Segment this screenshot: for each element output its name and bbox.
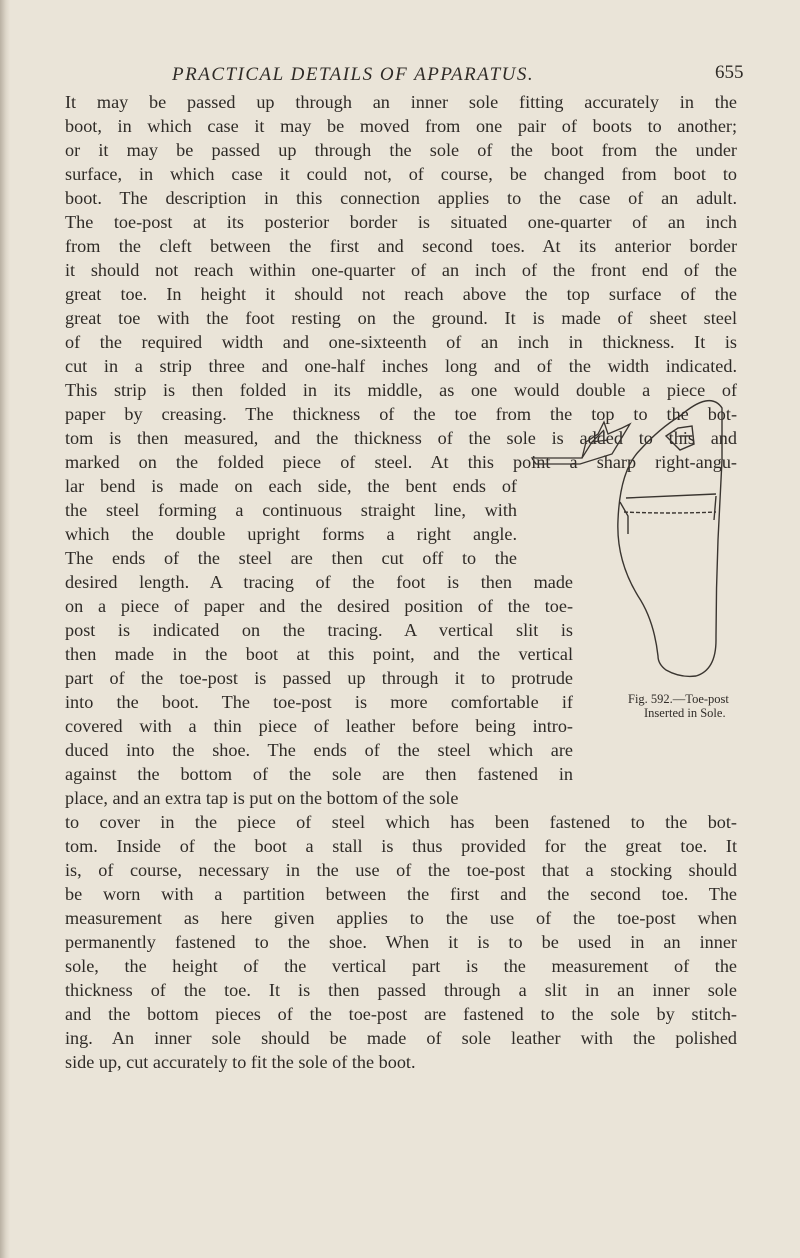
text-line: It may be passed up through an inner sole fitting accurately in the — [65, 92, 737, 112]
text-line: side up, cut accurately to fit the sole of the boot. — [65, 1052, 416, 1072]
text-line: The ends of the steel are then cut off to the — [65, 548, 517, 568]
text-line: cut in a strip three and one-half inches long and of the width indicated. — [65, 356, 737, 376]
text-line: great toe with the foot resting on the ground. It is made of sheet steel — [65, 308, 737, 328]
toe-post-figure — [520, 370, 725, 680]
text-line: tom. Inside of the boot a stall is thus provided for the great toe. It — [65, 836, 737, 856]
text-line: boot, in which case it may be moved from one pair of boots to another; — [65, 116, 737, 136]
text-line: part of the toe-post is passed up through it to protrude — [65, 668, 573, 688]
text-line: thickness of the toe. It is then passed through a slit in an inner sole — [65, 980, 737, 1000]
text-line: of the required width and one-sixteenth of an inch in thickness. It is — [65, 332, 737, 352]
text-line: desired length. A tracing of the foot is then made — [65, 572, 573, 592]
text-line: to cover in the piece of steel which has been fastened to the bot- — [65, 812, 737, 832]
text-line: marked on the folded piece of steel. At this point a sharp right-angu- — [65, 452, 737, 472]
text-line: is, of course, necessary in the use of the toe-post that a stocking should — [65, 860, 737, 880]
text-line: and the bottom pieces of the toe-post are fastened to the sole by stitch- — [65, 1004, 737, 1024]
text-line: which the double upright forms a right angle. — [65, 524, 517, 544]
text-line: duced into the shoe. The ends of the steel which are — [65, 740, 573, 760]
text-line: lar bend is made on each side, the bent ends of — [65, 476, 517, 496]
page-number: 655 — [715, 62, 744, 83]
text-line: ing. An inner sole should be made of sole leather with the polished — [65, 1028, 737, 1048]
toe-post-piece — [532, 422, 630, 464]
running-title: PRACTICAL DETAILS OF APPARATUS. — [172, 64, 535, 85]
text-line: then made in the boot at this point, and the vertical — [65, 644, 573, 664]
spine-shadow — [0, 0, 10, 1258]
text-line: the steel forming a continuous straight line, with — [65, 500, 517, 520]
text-line: The toe-post at its posterior border is situated one-quarter of an inch — [65, 212, 737, 232]
text-line: be worn with a partition between the first and the second toe. The — [65, 884, 737, 904]
text-line: post is indicated on the tracing. A vertical slit is — [65, 620, 573, 640]
text-line: place, and an extra tap is put on the bottom of the sole — [65, 788, 459, 808]
text-line: on a piece of paper and the desired position of the toe- — [65, 596, 573, 616]
sole-outline — [618, 401, 722, 677]
caption-line-2: Inserted in Sole. — [644, 706, 726, 720]
text-line: surface, in which case it could not, of course, be changed from boot to — [65, 164, 737, 184]
text-line: permanently fastened to the shoe. When it is to be used in an inner — [65, 932, 737, 952]
text-line: great toe. In height it should not reach above the top surface of the — [65, 284, 737, 304]
text-line: boot. The description in this connection applies to the case of an adult. — [65, 188, 737, 208]
caption-line-1: Fig. 592.—Toe-post — [628, 692, 729, 706]
text-line: or it may be passed up through the sole of the boot from the under — [65, 140, 737, 160]
text-line: sole, the height of the vertical part is the measurement of the — [65, 956, 737, 976]
figure-caption — [628, 692, 729, 720]
text-line: tom is then measured, and the thickness of the sole is added to this and — [65, 428, 737, 448]
text-line: it should not reach within one-quarter of an inch of the front end of the — [65, 260, 737, 280]
text-line: This strip is then folded in its middle, as one would double a piece of — [65, 380, 737, 400]
text-line: covered with a thin piece of leather before being intro- — [65, 716, 573, 736]
text-line: measurement as here given applies to the use of the toe-post when — [65, 908, 737, 928]
text-line: paper by creasing. The thickness of the toe from the top to the bot- — [65, 404, 737, 424]
text-line: from the cleft between the first and second toes. At its anterior border — [65, 236, 737, 256]
text-line: against the bottom of the sole are then fastened in — [65, 764, 573, 784]
text-line: into the boot. The toe-post is more comfortable if — [65, 692, 573, 712]
